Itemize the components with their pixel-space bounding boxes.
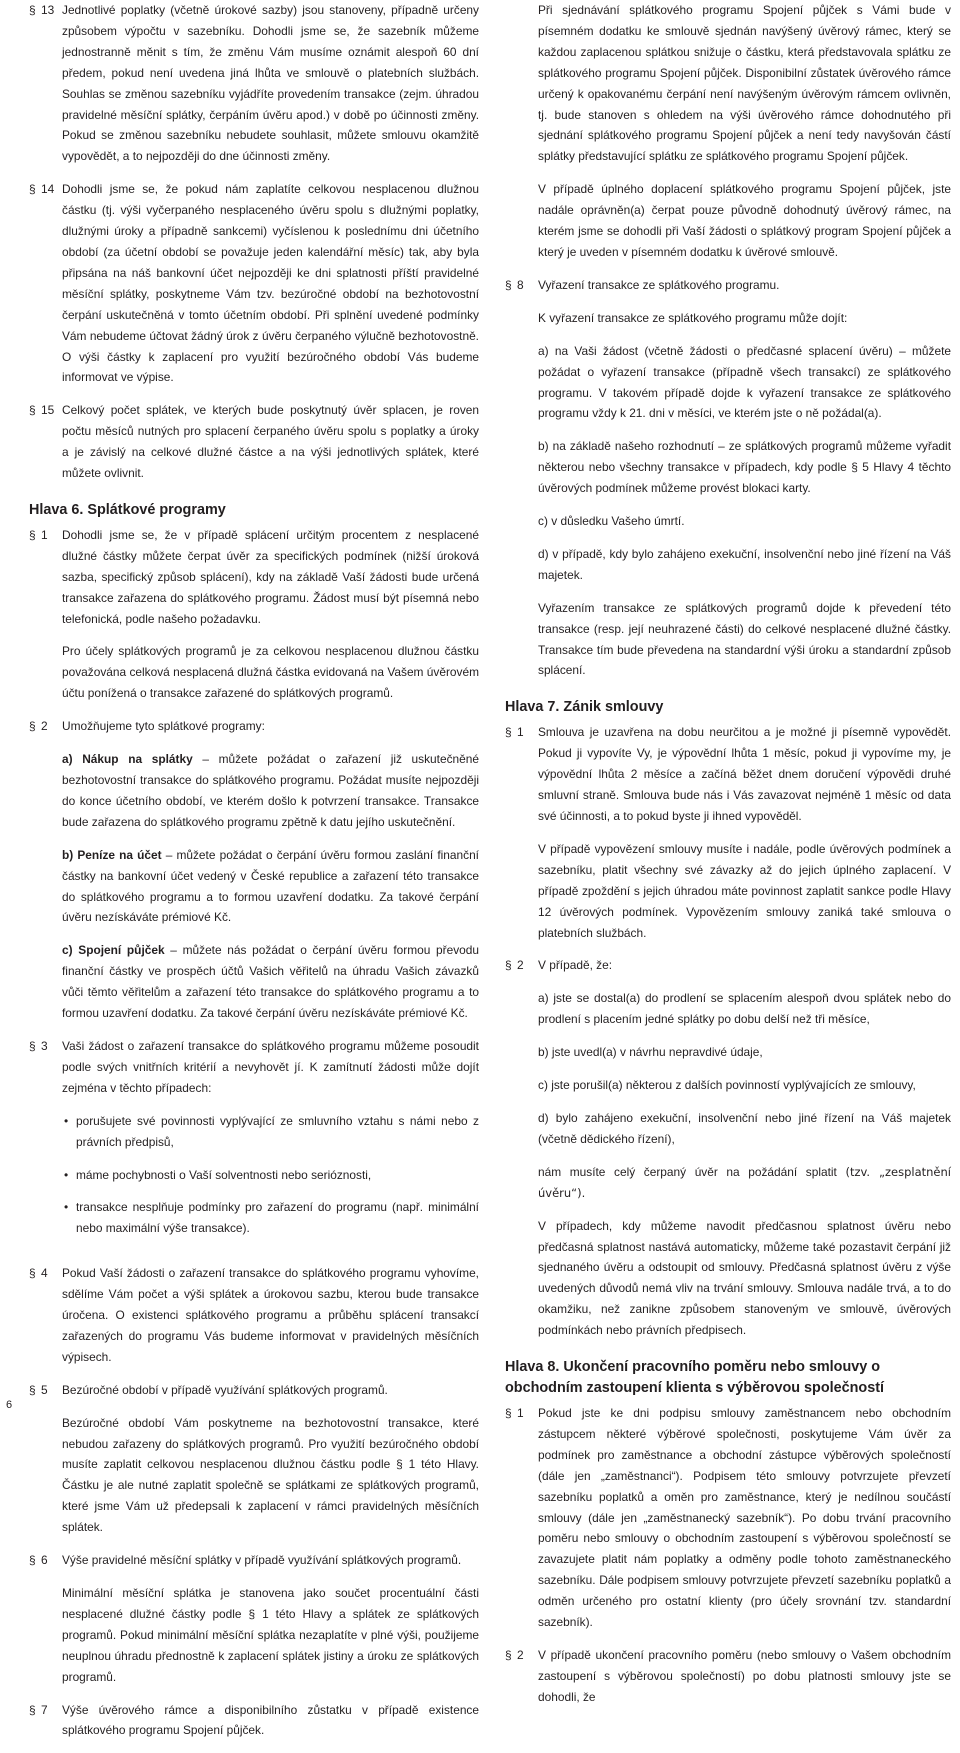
section-text: V případech, kdy můžeme navodit předčasnou splatnost úvěru nebo předčasná splatnost nastává automaticky, můžeme také pozastavit čerpání již sjednaného úvěru a odstoupit od smlouvy. Předčasná splatnost úvěru z výše uvedených důvodů nemá vliv na trvání smlouvy. Smlouva nadále trvá, a to do okamžiku, než zanikne způsobem stanoveným ve smlouvě, úvěrových podmínkách nebo právních předpisech.	[538, 1218, 951, 1338]
section-6-2	[29, 716, 479, 1024]
heading-hlava-7: Hlava 7. Zánik smlouvy	[505, 699, 664, 716]
section-text: Výše pravidelné měsíční splátky v případě využívání splátkových programů.	[62, 1553, 462, 1568]
section-text: Bezúročné období Vám poskytneme na bezhotovostní transakce, které nebudou zařazeny do splátkových programů. Pro využití bezúročného období musíte zaplatit celkovou nesplacenou dlužnou částku podle § 1 této Hlavy. Částku je ale nutné zaplatit společně se splátkami ze splátkových programů, které jsme Vám už předepsali k zaplacení v rámci pravidelných měsíčních splátek.	[62, 1415, 479, 1535]
section-number: § 1	[505, 725, 524, 740]
list-item: d) v případě, kdy bylo zahájeno exekuční, insolvenční nebo jiné řízení na Váš majetek.	[538, 546, 951, 582]
program-c-title: c) Spojení půjček	[62, 943, 165, 958]
section-number: § 2	[505, 1648, 524, 1662]
section-14	[29, 179, 479, 388]
section-number: § 15	[29, 403, 55, 418]
section-text: Umožňujeme tyto splátkové programy:	[62, 719, 265, 734]
section-text: Jednotlivé poplatky (včetně úrokové sazby) jsou stanoveny, případně určeny způsobem výpočtu v sazebníku. Dohodli jsme se, že sazebník můžeme jednostranně měnit s tím, že změnu Vám musíme oznámit alespoň 60 dní předem, pokud není uvedena jiná lhůta ve smlouvě o platebních službách. Souhlas se změnou sazebníku vyjádříte provedením transakce (zejm. úhradou pravidelné měsíční splátky, čerpáním úvěru apod.) v době po účinnosti změny. Pokud se změnou sazebníku nebudete souhlasit, můžete smlouvu okamžitě vypovědět, a to nejpozději do dne účinnosti změny.	[62, 3, 479, 164]
list-item: c) v důsledku Vašeho úmrtí.	[538, 514, 685, 529]
section-text: V případě úplného doplacení splátkového programu Spojení půjček, jste nadále oprávněn(a) čerpat pouze původně dohodnutý úvěrový rámec, na kterém jsme se dohodli při Vaší žádosti o splátkový program Spojení půjček a který je uveden v písemném dodatku k úvěrové smlouvě.	[538, 182, 951, 259]
section-number: § 13	[29, 3, 55, 17]
section-text: Pokud jste ke dni podpisu smlouvy zaměstnancem nebo obchodním zástupcem některé výběrové společnosti, poskytujeme Vám úvěr za podmínek pro zaměstnance a obchodní zástupce výběrových společností (dále jen „zaměstnanci“). Podpisem této smlouvy potvrzujete převzetí sazebníku poplatků a oměn pro zaměstnance, který je nedílnou součástí smlouvy (dále jen „zaměstnanecký sazebník“). Po dobu trvání pracovního poměru nebo smlouvy o obchodním zastoupení s výběrovou společností se zavazujete platit nám poplatky a odměny podle tohoto zaměstnaneckého sazebníku. Dále podpisem smlouvy potvrzujete převzetí sazebníku poplatků a odměn určeného pro ostatní klienty (pro účely srovnání tzv. standardní sazebník).	[538, 1406, 951, 1630]
section-text: K vyřazení transakce ze splátkového programu může dojít:	[538, 310, 848, 325]
section-number: § 2	[29, 719, 48, 734]
section-text: V případě vypovězení smlouvy musíte i nadále, podle úvěrových podmínek a sazebníku, platit všechny své závazky až do jejich úplného zaplacení. V případě zpoždění s jejich úhradou máte povinnost zaplatit sankce podle Hlavy 12 úvěrových podmínek. Vypovězením smlouvy zaniká také smlouva o platebních službách.	[538, 841, 951, 940]
section-text: Minimální měsíční splátka je stanovena jako součet procentuální části nesplacené dlužné částky podle § 1 této Hlavy a splátek ze splátkových programů. Pokud minimální měsíční splátka nezaplatíte v plné výši, použijeme neuplnou úhradu přednostně k zaplacení splátek jistiny a úroku ze splátkových programů.	[62, 1586, 479, 1684]
section-text: V případě ukončení pracovního poměru (nebo smlouvy o Vašem obchodním zastoupení s výběrovou společností) po dobu platnosti smlouvy jste se dohodli, že	[538, 1648, 951, 1704]
list-item: • porušujete své povinnosti vyplývající ze smluvního vztahu s námi nebo z právních předpisů,	[62, 1111, 479, 1153]
section-6-4	[29, 1263, 479, 1368]
section-6-7-continued	[538, 0, 951, 263]
section-number: § 3	[29, 1038, 48, 1053]
section-7-2	[505, 955, 951, 1341]
reasons-list	[62, 1111, 479, 1240]
list-item: • transakce nesplňuje podmínky pro zařazení do programu (např. minimální nebo maximální výše transakce).	[62, 1197, 479, 1239]
section-text: Pro účely splátkových programů je za celkovou nesplacenou dlužnou částku považována celková nesplacená dlužná částka evidovaná na Vašem úvěrovém účtu ponížená o transakce zařazené do splátkových programů.	[62, 644, 479, 701]
page-number: 6	[6, 1399, 13, 1411]
program-c-text: – můžete nás požádat o čerpání úvěru formou převodu finanční částky ve prospěch účtů Vašich věřitelů na úhradu Vašich závazků vůči těmto věřitelům a zařazení této transakce do splátkového programu a to formou uzavření dodatku. Za takové čerpání úvěru nezískáváte prémiové Kč.	[62, 943, 479, 1021]
section-number: § 8	[505, 277, 524, 292]
section-text-main: nám musíte celý čerpaný úvěr na požádání splatit	[538, 1164, 846, 1179]
section-6-7	[29, 1700, 479, 1742]
section-8-2	[505, 1645, 951, 1708]
section-text: V případě, že:	[538, 958, 613, 973]
program-b-text: – můžete požádat o čerpání úvěru formou zaslání finanční částky na bankovní účet vedený v České republice a zařazení této transakce do splátkového programu a to formou uzavření dodatku. Za takové čerpání úvěru nezískáváte prémiové Kč.	[62, 847, 479, 925]
left-column	[29, 0, 479, 1753]
section-6-6	[29, 1550, 479, 1687]
section-15	[29, 400, 479, 484]
section-text: Vyřazení transakce ze splátkového programu.	[538, 277, 780, 292]
section-number: § 14	[29, 182, 55, 197]
list-item: a) jste se dostal(a) do prodlení se splacením alespoň dvou splátek nebo do prodlení s placením jedné splátky po dobu delší než tři měsíce,	[538, 991, 951, 1027]
program-b	[62, 845, 479, 929]
section-text: Dohodli jsme se, že v případě splácení určitým procentem z nesplacené dlužné částky můžete čerpat úvěr za specifických podmínek (nižší úroková sazba, specifický způsob splácení), kdy na základě Vaší žádosti bude určená transakce zařazena do splátkového programu. Žádost musí být písemná nebo telefonická, podle našeho požadavku.	[62, 527, 479, 626]
section-7-1	[505, 722, 951, 943]
section-8-1	[505, 1403, 951, 1633]
heading-hlava-6: Hlava 6. Splátkové programy	[29, 501, 226, 518]
program-a-text: – můžete požádat o zařazení již uskutečněné bezhotovostní transakce do splátkového programu. Požádat musíte nejpozději do konce účetního období, ve kterém došlo k potvrzení transakce. Transakce bude zařazena do splátkového programu zpětně k datu jejího uskutečnění.	[62, 752, 479, 829]
section-text: Celkový počet splátek, ve kterých bude poskytnutý úvěr splacen, je roven počtu měsíců nutných pro splacení čerpaného úvěru spolu s poplatky a úroky a je závislý na celkové dlužné částce a na výši jednotlivých splátek, které můžete ovlivnit.	[62, 403, 479, 481]
section-13	[29, 0, 479, 167]
section-6-3	[29, 1036, 479, 1251]
list-item: a) na Vaši žádost (včetně žádosti o předčasné splacení úvěru) – můžete požádat o vyřazení transakce (případně všech transakcí) ze splátkového programu. V takovém případě dojde k vyřazení transakce ze splátkového programu vždy k 21. dni v měsíci, ve kterém jste o ně požádal(a).	[538, 343, 951, 421]
section-text: Dohodli jsme se, že pokud nám zaplatíte celkovou nesplacenou dlužnou částku (tj. výši vyčerpaného nesplaceného úvěru spolu s dlužnými poplatky, dlužnými úroky a případně sankcemi) vyčíslenou k poslednímu dni účetního období (za účetní období se považuje jeden kalendářní měsíc) tak, aby byla připsána na náš bankovní účet nejpozději ke dni splatnosti příští pravidelné měsíční splátky, poskytneme Vám tzv. bezúročné období na bezhotovostní čerpání uskutečněná v tomto účetním období. Při splnění uvedené podmínky Vám nebudeme účtovat žádný úrok z úvěru čerpaného výlučně bezhotovostně. O výši částky k zaplacení pro využití bezúročného období Vás budeme informovat ve výpise.	[62, 182, 479, 385]
heading-hlava-8: Hlava 8. Ukončení pracovního poměru nebo smlouvy o obchodním zastoupení klienta s výběrovou společností	[505, 1359, 885, 1397]
section-text: Vaši žádost o zařazení transakce do splátkového programu můžeme posoudit podle svých vnitřních kritérií a nevyhovět jí. K zamítnutí žádosti může dojít zejména v těchto případech:	[62, 1038, 479, 1095]
section-6-1	[29, 525, 479, 704]
section-number: § 1	[505, 1406, 524, 1421]
list-item: • máme pochybnosti o Vaší solventnosti nebo serióznosti,	[62, 1165, 479, 1186]
section-number: § 6	[29, 1553, 48, 1568]
section-text: Vyřazením transakce ze splátkových programů dojde k převedení této transakce (resp. její neuhrazené části) do celkové nesplacené dlužné částky. Transakce tím bude převedena na standardní výši úroku a standardní způsob splácení.	[538, 600, 951, 678]
section-text: Při sjednávání splátkového programu Spojení půjček s Vámi bude v písemném dodatku ke smlouvě sjednán navýšený úvěrový rámec, který se každou zaplacenou splátkou snižuje o částku, která představovala splátku ze splátkového programu Spojení půjček. Disponibilní zůstatek úvěrového rámce určený k opakovanému čerpání není navýšeným úvěrovým rámcem ovlivněn, tj. bude stanoven s ohledem na výši úvěrového rámce dohodnutého při sjednání splátkového programu Spojení půjček a není tedy navyšován částí splátky představující splátku ze splátkového programu Spojení půjček.	[538, 3, 951, 164]
section-number: § 1	[29, 527, 48, 542]
section-text: Smlouva je uzavřena na dobu neurčitou a je možné ji písemně vypovědět. Pokud ji vypovíte Vy, je výpovědní lhůta 1 měsíc, pokud ji vypovíme my, je výpovědní lhůta 2 měsíce a začíná běžet dnem doručení výpovědi druhé smluvní straně. Smlouva bude nás i Vás zavazovat nejméně 1 měsíc od data své účinnosti, a to pokud byste ji ihned vypověděl.	[538, 725, 951, 823]
section-number: § 7	[29, 1702, 48, 1717]
section-text: Pokud Vaší žádosti o zařazení transakce do splátkového programu vyhovíme, sdělíme Vám počet a výši splátek a úrokovou sazbu, kterou bude transakce úročena. O existenci splátkového programu a průběhu splácení transakcí zařazených do programu Vás budeme informovat v pravidelných měsíčních výpisech.	[62, 1266, 479, 1364]
section-text: Bezúročné období v případě využívání splátkových programů.	[62, 1382, 388, 1397]
section-number: § 5	[29, 1382, 48, 1397]
section-text	[538, 1162, 951, 1204]
section-text-term: (tzv. „zesplatnění úvěru“).	[538, 1164, 951, 1200]
section-number: § 4	[29, 1266, 48, 1281]
section-6-5	[29, 1380, 479, 1538]
program-a	[62, 749, 479, 833]
program-a-title: a) Nákup na splátky	[62, 752, 193, 767]
list-item: c) jste porušil(a) některou z dalších povinností vyplývajících ze smlouvy,	[538, 1078, 916, 1093]
section-6-8	[505, 275, 951, 682]
program-c	[62, 940, 479, 1024]
section-number: § 2	[505, 958, 524, 973]
list-item: d) bylo zahájeno exekuční, insolvenční nebo jiné řízení na Váš majetek (včetně dědického řízení),	[538, 1110, 951, 1146]
section-text: Výše úvěrového rámce a disponibilního zůstatku v případě existence splátkového programu Spojení půjček.	[62, 1702, 479, 1738]
list-item: b) jste uvedl(a) v návrhu nepravdivé údaje,	[538, 1045, 763, 1060]
list-item: b) na základě našeho rozhodnutí – ze splátkových programů můžeme vyřadit některou nebo všechny transakce v případech, kdy podle § 5 Hlavy 4 těchto úvěrových podmínek můžeme provést blokaci karty.	[538, 439, 951, 496]
program-b-title: b) Peníze na účet	[62, 847, 162, 862]
right-column	[505, 0, 951, 1720]
